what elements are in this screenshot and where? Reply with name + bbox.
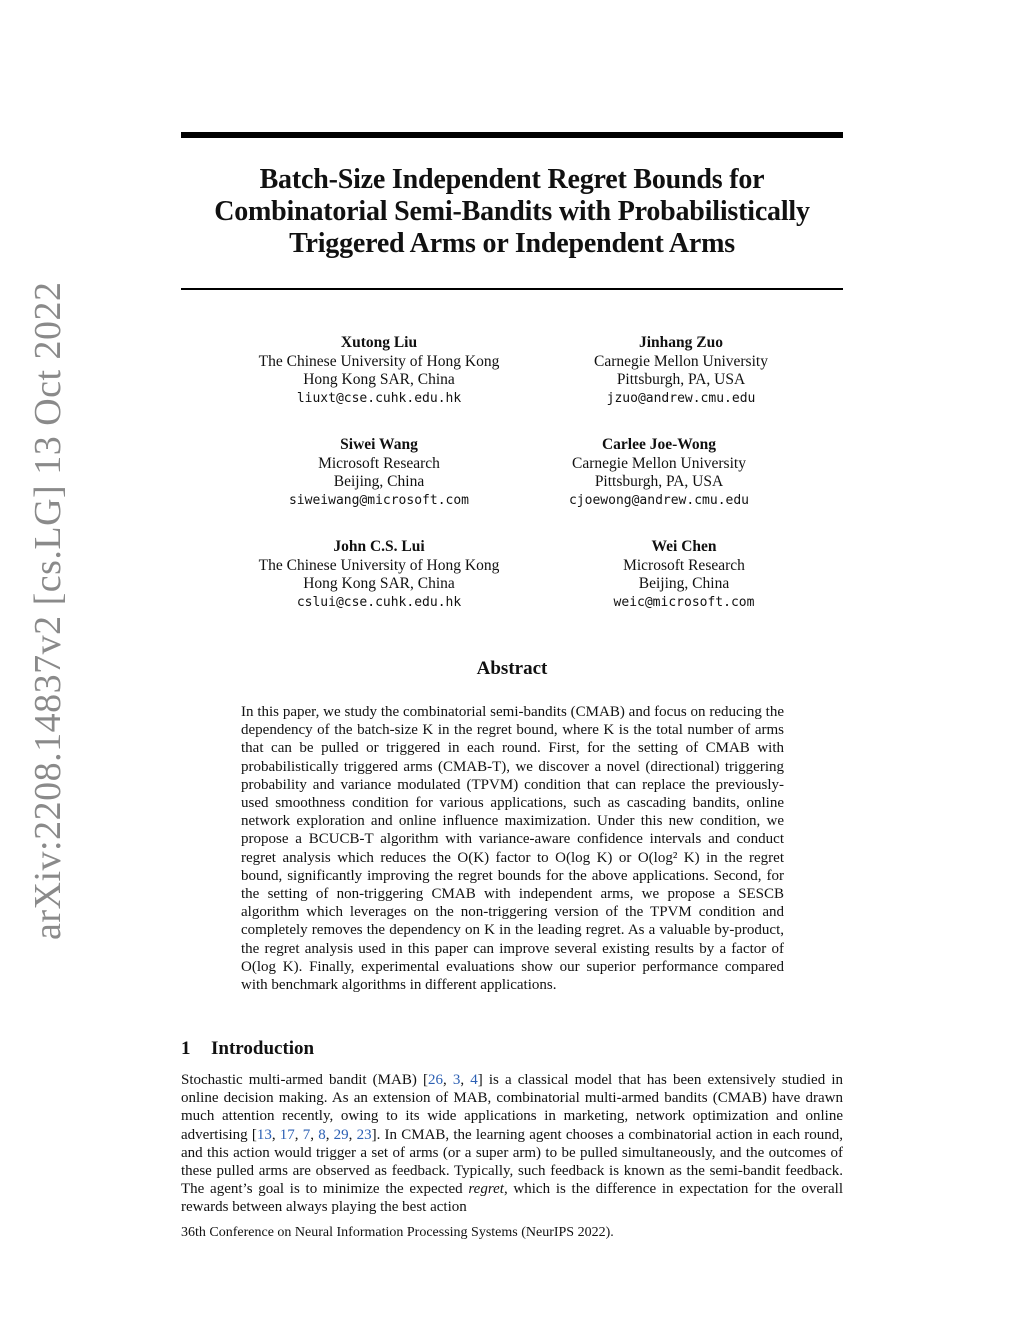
author-name: Jinhang Zuo [638, 334, 723, 351]
author-location: Pittsburgh, PA, USA [616, 371, 746, 388]
citation-link[interactable]: 29 [333, 1126, 349, 1143]
author-email[interactable]: cslui@cse.cuhk.edu.hk [296, 594, 462, 610]
author-location: Hong Kong SAR, China [303, 371, 455, 388]
author-email[interactable]: cjoewong@andrew.cmu.edu [568, 492, 749, 508]
paper-title [181, 164, 843, 260]
author-card [524, 538, 844, 612]
author-name: Wei Chen [651, 538, 717, 555]
citation-link[interactable]: 23 [356, 1126, 372, 1143]
title-line: Batch-Size Independent Regret Bounds for [259, 164, 765, 195]
citation-link[interactable]: 8 [318, 1126, 326, 1143]
section-number: 1 [181, 1038, 191, 1059]
title-bottom-rule [181, 288, 843, 290]
emphasis-regret: regret [468, 1181, 504, 1198]
citation-link[interactable]: 3 [452, 1072, 461, 1088]
arxiv-identifier: arXiv:2208.14837v2 [cs.LG] 13 Oct 2022 [27, 281, 69, 940]
citation-link[interactable]: 7 [302, 1126, 311, 1143]
conference-footer: 36th Conference on Neural Information Processing Systems (NeurIPS 2022). [181, 1225, 614, 1240]
author-card [521, 334, 841, 408]
author-location: Pittsburgh, PA, USA [594, 473, 724, 490]
introduction-paragraph: Stochastic multi-armed bandit (MAB) [26, 3, 4] is a classical model that has been extensively studied in online decision making. As an extension of MAB, combinatorial multi-armed bandits (CMAB) have drawn much attention recently, owing to its wide applications in marketing, network optimization and online advertising [13, 17, 7, 8, 29, 23]. In CMAB, the learning agent chooses a combinatorial action in each round, and this action would trigger a set of arms (or a super arm) to be pulled simultaneously, and the outcomes of these pulled arms are observed as feedback. Typically, such feedback is known as the semi-bandit feedback. The agent’s goal is to minimize the expected regret, which is the difference in expectation for the overall rewards between always playing the best action [181, 1072, 844, 1216]
author-email[interactable]: siweiwang@microsoft.com [288, 492, 469, 508]
author-email[interactable]: weic@microsoft.com [613, 594, 755, 610]
author-affiliation: The Chinese University of Hong Kong [258, 556, 500, 574]
author-affiliation: Carnegie Mellon University [594, 352, 768, 370]
author-card [219, 538, 539, 612]
title-line: Combinatorial Semi-Bandits with Probabilistically [214, 196, 810, 227]
author-email[interactable]: jzuo@andrew.cmu.edu [606, 390, 756, 406]
section-title: Introduction [211, 1038, 315, 1059]
author-email[interactable]: liuxt@cse.cuhk.edu.hk [296, 390, 462, 406]
citation-link[interactable]: 17 [279, 1126, 295, 1143]
author-name: Siwei Wang [340, 436, 418, 453]
citation-link[interactable]: 26 [427, 1072, 443, 1088]
title-top-rule [181, 132, 843, 138]
author-name: John C.S. Lui [333, 538, 425, 555]
author-location: Beijing, China [638, 575, 730, 592]
author-location: Hong Kong SAR, China [303, 575, 455, 592]
author-affiliation: Carnegie Mellon University [572, 454, 746, 472]
author-affiliation: The Chinese University of Hong Kong [258, 352, 500, 370]
abstract-text: In this paper, we study the combinatorial semi-bandits (CMAB) and focus on reducing the dependency of the batch-size K in the regret bound, where K is the total number of arms that can be pulled or triggered in each round. First, for the setting of CMAB with probabilistically triggered arms (CMAB-T), we discover a novel (directional) triggering probability and variance modulated (TPVM) condition that can replace the previously-used smoothness condition for various applications, such as cascading bandits, online network exploration and online influence maximization. Under this new condition, we propose a BCUCB-T algorithm with variance-aware confidence intervals and conduct regret analysis which reduces the O(K) factor to O(log K) or O(log² K) in the regret bound, significantly improving the regret bounds for the above applications. Second, for the setting of non-triggering CMAB with independent arms, we propose a SESCB algorithm which leverages on the non-triggering version of the TPVM condition and completely removes the dependency on K in the leading regret. As a valuable by-product, the regret analysis used in this paper can improve several existing results by a factor of O(log K). Finally, experimental evaluations show our superior performance compared with benchmark algorithms in different applications. [241, 704, 784, 994]
abstract-heading: Abstract [476, 658, 548, 679]
author-card [499, 436, 819, 510]
citation-link[interactable]: 4 [470, 1072, 478, 1088]
author-card [219, 436, 539, 510]
author-card [219, 334, 539, 408]
author-affiliation: Microsoft Research [318, 454, 440, 472]
author-name: Carlee Joe-Wong [601, 436, 717, 453]
author-name: Xutong Liu [340, 334, 418, 351]
author-affiliation: Microsoft Research [623, 556, 745, 574]
author-location: Beijing, China [333, 473, 425, 490]
citation-link[interactable]: 13 [256, 1126, 272, 1143]
title-line: Triggered Arms or Independent Arms [289, 228, 735, 259]
section-heading [181, 1038, 314, 1060]
